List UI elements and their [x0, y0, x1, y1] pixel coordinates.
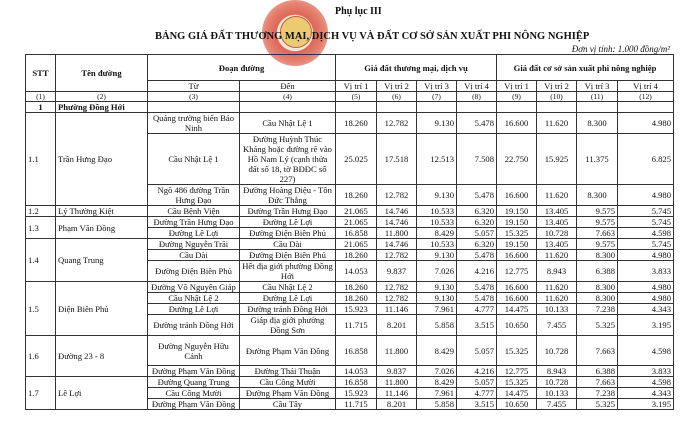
price-cell: 12.775: [497, 261, 537, 282]
segment-to: Cầu Công Mười: [240, 377, 336, 388]
price-cell: 16.600: [497, 282, 537, 293]
price-cell: 7.663: [577, 336, 618, 366]
price-cell: 5.057: [457, 228, 497, 239]
price-cell: 8.429: [417, 228, 457, 239]
price-cell: 9.837: [377, 366, 417, 377]
segment-to: Đường Hoàng Diệu - Tôn Đức Thắng: [240, 185, 336, 206]
price-cell: 7.961: [417, 388, 457, 399]
street-stt: 1.4: [26, 239, 56, 282]
street-stt: 1.2: [26, 206, 56, 217]
price-cell: 16.858: [336, 377, 377, 388]
segment-from: Đường Nguyễn Hữu Cảnh: [148, 336, 240, 366]
column-index-row: [26, 92, 674, 102]
segment-to: Đường Huỳnh Thúc Kháng hoặc đường rẽ vào Hồ Nam Lý (cạnh thửa đất số 18, tờ BĐĐC số 227): [240, 134, 336, 185]
street-stt: 1.7: [26, 377, 56, 410]
price-cell: 22.750: [497, 134, 537, 185]
price-cell: 16.600: [497, 293, 537, 304]
segment-from: Đường tránh Đồng Hới: [148, 315, 240, 336]
col-index: (12): [618, 92, 674, 102]
price-cell: 14.746: [377, 239, 417, 250]
price-cell: 4.980: [618, 250, 674, 261]
price-cell: 5.325: [577, 315, 618, 336]
segment-from: Cầu Dài: [148, 250, 240, 261]
price-cell: 9.130: [417, 250, 457, 261]
land-price-table: [25, 54, 674, 410]
price-cell: 8.300: [577, 293, 618, 304]
price-cell: 5.858: [417, 399, 457, 410]
price-cell: 16.858: [336, 228, 377, 239]
price-cell: 7.026: [417, 261, 457, 282]
price-cell: 18.260: [336, 293, 377, 304]
price-cell: 15.923: [336, 388, 377, 399]
table-row: [26, 113, 674, 134]
price-cell: 18.260: [336, 250, 377, 261]
segment-to: Đường Điện Biên Phủ: [240, 250, 336, 261]
price-cell: 10.133: [537, 388, 577, 399]
price-cell: 5.478: [457, 250, 497, 261]
price-cell: 7.663: [577, 228, 618, 239]
header-to: Đến: [240, 81, 336, 92]
price-cell: 13.405: [537, 217, 577, 228]
segment-to: Đường Điện Biên Phủ: [240, 228, 336, 239]
price-cell: 11.146: [377, 304, 417, 315]
segment-to: Đường Phạm Văn Đồng: [240, 388, 336, 399]
price-cell: 6.388: [577, 261, 618, 282]
price-cell: 7.238: [577, 304, 618, 315]
price-cell: 10.533: [417, 206, 457, 217]
price-cell: 9.575: [577, 217, 618, 228]
col-index: (7): [417, 92, 457, 102]
header-stt: STT: [26, 55, 56, 92]
street-name: Quang Trung: [56, 239, 148, 282]
price-cell: 5.478: [457, 185, 497, 206]
price-cell: 10.728: [537, 377, 577, 388]
price-cell: 11.620: [537, 185, 577, 206]
segment-from: Đường Phạm Văn Đồng: [148, 399, 240, 410]
price-cell: 18.260: [336, 185, 377, 206]
price-cell: 5.057: [457, 336, 497, 366]
street-stt: 1.3: [26, 217, 56, 239]
col-index: (4): [240, 92, 336, 102]
price-cell: 9.575: [577, 239, 618, 250]
segment-to: Cầu Tây: [240, 399, 336, 410]
segment-to: Đường Lê Lợi: [240, 293, 336, 304]
price-cell: 11.800: [377, 377, 417, 388]
price-cell: 13.405: [537, 239, 577, 250]
price-cell: 3.195: [618, 399, 674, 410]
segment-to: Đường Lê Lợi: [240, 217, 336, 228]
segment-from: Cầu Bệnh Viện: [148, 206, 240, 217]
street-name: Phạm Văn Đồng: [56, 217, 148, 239]
price-cell: 18.260: [336, 113, 377, 134]
col-index: (5): [336, 92, 377, 102]
segment-to: Cầu Nhật Lệ 2: [240, 282, 336, 293]
price-cell: 7.455: [537, 315, 577, 336]
price-cell: 4.598: [618, 228, 674, 239]
street-name: Trần Hưng Đạo: [56, 113, 148, 206]
price-cell: 7.455: [537, 399, 577, 410]
price-cell: 6.320: [457, 217, 497, 228]
header-from: Từ: [148, 81, 240, 92]
price-cell: 9.837: [377, 261, 417, 282]
segment-to: Đường Thái Thuận: [240, 366, 336, 377]
col-index: (11): [577, 92, 618, 102]
header-street: Tên đường: [56, 55, 148, 92]
price-cell: 5.858: [417, 315, 457, 336]
price-cell: 9.130: [417, 185, 457, 206]
price-cell: 18.260: [336, 282, 377, 293]
segment-to: Cầu Nhật Lệ 1: [240, 113, 336, 134]
col-index: (2): [56, 92, 148, 102]
price-cell: 5.057: [457, 377, 497, 388]
segment-to: Cầu Dài: [240, 239, 336, 250]
segment-from: Đường Võ Nguyên Giáp: [148, 282, 240, 293]
price-cell: 9.130: [417, 293, 457, 304]
price-cell: 3.833: [618, 261, 674, 282]
price-cell: 14.746: [377, 217, 417, 228]
price-cell: 15.923: [336, 304, 377, 315]
price-cell: 21.065: [336, 217, 377, 228]
price-cell: 8.300: [577, 282, 618, 293]
price-cell: 10.650: [497, 315, 537, 336]
price-cell: 19.150: [497, 217, 537, 228]
header-pos: Vị trí 2: [537, 81, 577, 92]
price-cell: 6.320: [457, 206, 497, 217]
price-cell: 14.053: [336, 366, 377, 377]
price-cell: 16.600: [497, 185, 537, 206]
price-cell: 7.663: [577, 377, 618, 388]
price-cell: 4.980: [618, 282, 674, 293]
ward-stt: 1: [26, 102, 56, 113]
table-row: [26, 377, 674, 388]
price-cell: 6.388: [577, 366, 618, 377]
price-cell: 10.533: [417, 239, 457, 250]
price-cell: 11.715: [336, 315, 377, 336]
header-pos: Vị trí 3: [577, 81, 618, 92]
col-index: (9): [497, 92, 537, 102]
street-name: Lê Lợi: [56, 377, 148, 410]
price-cell: 11.620: [537, 282, 577, 293]
street-name: Điện Biên Phủ: [56, 282, 148, 336]
price-cell: 5.745: [618, 217, 674, 228]
header-production: Giá đất cơ sở sản xuất phi nông nghiệp: [497, 55, 674, 81]
segment-from: Đường Lê Lợi: [148, 304, 240, 315]
ward-name: Phường Đồng Hới: [56, 102, 148, 113]
price-cell: 13.405: [537, 206, 577, 217]
price-cell: 5.745: [618, 239, 674, 250]
segment-from: Đường Phạm Văn Đồng: [148, 366, 240, 377]
document-title: BẢNG GIÁ ĐẤT THƯƠNG MẠI, DỊCH VỤ VÀ ĐẤT CƠ SỞ SẢN XUẤT PHI NÔNG NGHIỆP: [155, 31, 590, 42]
price-cell: 5.325: [577, 399, 618, 410]
price-cell: 15.325: [497, 336, 537, 366]
segment-to: Đường Phạm Văn Đồng: [240, 336, 336, 366]
price-cell: 19.150: [497, 206, 537, 217]
price-cell: 7.508: [457, 134, 497, 185]
segment-from: Đường Nguyễn Trãi: [148, 239, 240, 250]
price-cell: 8.201: [377, 399, 417, 410]
price-cell: 7.961: [417, 304, 457, 315]
price-cell: 16.600: [497, 113, 537, 134]
segment-from: Đường Lê Lợi: [148, 228, 240, 239]
price-cell: 11.146: [377, 388, 417, 399]
segment-to: Giáp địa giới phường Đồng Sơn: [240, 315, 336, 336]
header-commercial: Giá đất thương mại, dịch vụ: [336, 55, 497, 81]
price-cell: 4.216: [457, 366, 497, 377]
segment-from: Cầu Nhật Lệ 1: [148, 134, 240, 185]
header-pos: Vị trí 4: [457, 81, 497, 92]
appendix-label: Phụ lục III: [335, 6, 382, 17]
price-cell: 4.980: [618, 185, 674, 206]
segment-from: Đường Điện Biên Phủ: [148, 261, 240, 282]
price-cell: 6.825: [618, 134, 674, 185]
unit-note: Đơn vị tính: 1.000 đồng/m²: [571, 44, 670, 54]
segment-from: Cầu Công Mười: [148, 388, 240, 399]
col-index: (8): [457, 92, 497, 102]
price-cell: 14.746: [377, 206, 417, 217]
price-cell: 9.575: [577, 206, 618, 217]
table-row: [26, 336, 674, 366]
price-cell: 8.300: [577, 185, 618, 206]
price-cell: 19.150: [497, 239, 537, 250]
price-cell: 11.375: [577, 134, 618, 185]
header-pos: Vị trí 4: [618, 81, 674, 92]
segment-from: Đường Trần Hưng Đạo: [148, 217, 240, 228]
col-index: (3): [148, 92, 240, 102]
price-cell: 3.195: [618, 315, 674, 336]
price-cell: 11.620: [537, 293, 577, 304]
price-cell: 12.782: [377, 250, 417, 261]
street-name: Lý Thường Kiệt: [56, 206, 148, 217]
price-cell: 10.728: [537, 336, 577, 366]
header-segment: Đoạn đường: [148, 55, 336, 81]
price-cell: 3.833: [618, 366, 674, 377]
price-cell: 8.201: [377, 315, 417, 336]
price-cell: 5.478: [457, 113, 497, 134]
price-cell: 5.478: [457, 282, 497, 293]
price-cell: 8.943: [537, 366, 577, 377]
col-index: (1): [26, 92, 56, 102]
price-cell: 17.518: [377, 134, 417, 185]
price-cell: 6.320: [457, 239, 497, 250]
price-cell: 5.745: [618, 206, 674, 217]
ward-row: [26, 102, 674, 113]
price-cell: 12.782: [377, 293, 417, 304]
price-cell: 10.533: [417, 217, 457, 228]
price-cell: 12.775: [497, 366, 537, 377]
segment-to: Hết địa giới phường Đồng Hới: [240, 261, 336, 282]
price-cell: 21.065: [336, 206, 377, 217]
segment-from: Quảng trường biển Bảo Ninh: [148, 113, 240, 134]
price-cell: 4.777: [457, 388, 497, 399]
price-cell: 9.130: [417, 113, 457, 134]
price-cell: 10.728: [537, 228, 577, 239]
price-cell: 11.800: [377, 228, 417, 239]
price-cell: 14.053: [336, 261, 377, 282]
street-stt: 1.1: [26, 113, 56, 206]
price-cell: 7.026: [417, 366, 457, 377]
table-row: [26, 282, 674, 293]
segment-from: Ngõ 486 đường Trần Hưng Đạo: [148, 185, 240, 206]
price-cell: 4.343: [618, 304, 674, 315]
price-cell: 4.777: [457, 304, 497, 315]
price-cell: 15.325: [497, 377, 537, 388]
table-row: [26, 206, 674, 217]
price-cell: 3.515: [457, 315, 497, 336]
price-cell: 9.130: [417, 282, 457, 293]
segment-from: Đường Quang Trung: [148, 377, 240, 388]
price-cell: 21.065: [336, 239, 377, 250]
header-pos: Vị trí 3: [417, 81, 457, 92]
price-cell: 14.475: [497, 304, 537, 315]
price-cell: 15.925: [537, 134, 577, 185]
price-cell: 5.478: [457, 293, 497, 304]
price-cell: 12.782: [377, 185, 417, 206]
price-cell: 11.620: [537, 113, 577, 134]
price-cell: 4.216: [457, 261, 497, 282]
price-cell: 4.598: [618, 336, 674, 366]
price-cell: 10.650: [497, 399, 537, 410]
table-row: [26, 239, 674, 250]
price-cell: 4.598: [618, 377, 674, 388]
col-index: (10): [537, 92, 577, 102]
price-cell: 11.800: [377, 336, 417, 366]
price-cell: 11.715: [336, 399, 377, 410]
price-cell: 8.943: [537, 261, 577, 282]
price-cell: 14.475: [497, 388, 537, 399]
price-cell: 16.600: [497, 250, 537, 261]
price-cell: 25.025: [336, 134, 377, 185]
street-stt: 1.5: [26, 282, 56, 336]
price-cell: 11.620: [537, 250, 577, 261]
price-cell: 8.429: [417, 377, 457, 388]
price-cell: 8.429: [417, 336, 457, 366]
header-pos: Vị trí 2: [377, 81, 417, 92]
price-cell: 12.513: [417, 134, 457, 185]
price-cell: 7.238: [577, 388, 618, 399]
price-cell: 8.300: [577, 113, 618, 134]
header-pos: Vị trí 1: [497, 81, 537, 92]
header-pos: Vị trí 1: [336, 81, 377, 92]
price-cell: 4.980: [618, 293, 674, 304]
price-cell: 16.858: [336, 336, 377, 366]
price-cell: 10.133: [537, 304, 577, 315]
price-cell: 12.782: [377, 113, 417, 134]
segment-from: Cầu Nhật Lệ 2: [148, 293, 240, 304]
price-cell: 15.325: [497, 228, 537, 239]
price-cell: 3.515: [457, 399, 497, 410]
price-cell: 12.782: [377, 282, 417, 293]
table-row: [26, 217, 674, 228]
price-cell: 8.300: [577, 250, 618, 261]
segment-to: Đường tránh Đồng Hới: [240, 304, 336, 315]
price-cell: 4.980: [618, 113, 674, 134]
col-index: (6): [377, 92, 417, 102]
street-stt: 1.6: [26, 336, 56, 377]
price-cell: 4.343: [618, 388, 674, 399]
segment-to: Đường Trần Hưng Đạo: [240, 206, 336, 217]
street-name: Đường 23 - 8: [56, 336, 148, 377]
